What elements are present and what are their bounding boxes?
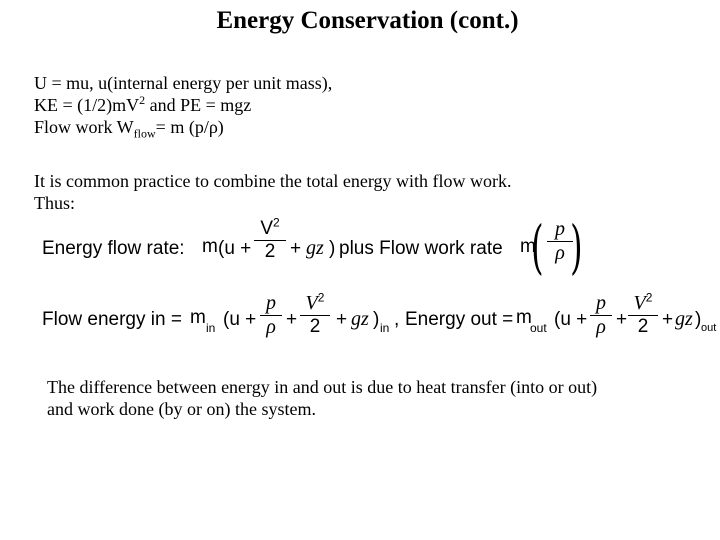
m-dot-in: m <box>190 307 206 328</box>
p-over-rho <box>547 218 573 265</box>
v-squared-over-2 <box>254 215 286 263</box>
plus-flow-work-rate: plus Flow work rate <box>339 238 503 259</box>
close-paren-out: ) <box>695 309 702 330</box>
plus-in-2: + <box>336 309 348 330</box>
v-sup-out: 2 <box>645 290 653 305</box>
definition-internal-energy: U = mu, u(internal energy per unit mass), <box>34 73 333 93</box>
difference-line-2: and work done (by or on) the system. <box>47 399 316 419</box>
denominator-2: 2 <box>264 241 276 262</box>
p-symbol: p <box>555 218 565 240</box>
open-paren-u: (u + <box>218 238 252 259</box>
flow-work-text: Flow work W <box>34 117 134 137</box>
pe-text: and PE = mgz <box>145 95 252 115</box>
v-symbol: V <box>260 218 273 239</box>
plus-out-2: + <box>662 309 674 330</box>
plus-in: + <box>286 309 298 330</box>
v-sup: 2 <box>273 215 280 230</box>
plus-sign: + <box>290 238 302 259</box>
practice-line-2: Thus: <box>34 193 76 213</box>
rho-out: ρ <box>596 316 606 338</box>
flow-subscript: flow <box>133 126 156 141</box>
v-out: V <box>633 292 646 314</box>
m-dot-2: m <box>520 236 536 257</box>
p-over-rho-out <box>590 292 612 339</box>
v2-over-2-in <box>300 292 330 338</box>
gz-in: gz <box>351 308 369 330</box>
practice-paragraph <box>34 170 512 214</box>
difference-paragraph <box>47 376 597 420</box>
m-dot <box>202 236 218 258</box>
two-in: 2 <box>309 316 321 337</box>
left-big-paren: ( <box>531 213 544 281</box>
energy-out-label: Energy out = <box>405 309 514 330</box>
ke-text: KE = (1/2)mV <box>34 95 140 115</box>
definition-flow-work <box>34 116 332 141</box>
flow-work-formula: = m (p/ρ) <box>155 117 224 137</box>
rho-symbol: ρ <box>555 242 565 264</box>
page-title: Energy Conservation (cont.) <box>216 7 519 34</box>
two-out: 2 <box>637 316 649 337</box>
m-dot-out: m <box>516 307 532 328</box>
right-big-paren: ) <box>570 213 583 281</box>
gz-term: gz <box>306 237 324 259</box>
p-over-rho-in <box>260 292 282 339</box>
definition-ke-pe <box>34 94 332 116</box>
m-symbol: m <box>202 236 218 257</box>
energy-flow-rate-label: Energy flow rate: <box>42 238 185 259</box>
v2-over-2-out <box>628 292 658 338</box>
comma: , <box>394 309 400 330</box>
v-in: V <box>305 292 318 314</box>
v-sup-in: 2 <box>317 290 325 305</box>
equation-flow-energy: Flow energy in = m in (u + p ρ + $V^2$ 2 + gz ) in , Energy out = m out (u + p ρ + $V^2$ 2 + gz ) out <box>42 290 717 338</box>
practice-line-1: It is common practice to combine the total energy with flow work. <box>34 171 512 191</box>
flow-energy-in-label: Flow energy in = <box>42 309 182 330</box>
ke-superscript: 2 <box>139 93 146 107</box>
difference-line-1: The difference between energy in and out is due to heat transfer (into or out) <box>47 377 598 397</box>
p-in: p <box>266 292 276 314</box>
rho-in: ρ <box>266 316 276 338</box>
equation-energy-flow-rate <box>42 213 602 288</box>
open-paren-u-in: (u + <box>223 309 257 330</box>
open-paren-u-out: (u + <box>554 309 588 330</box>
close-paren: ) <box>329 238 336 259</box>
definitions <box>34 72 333 141</box>
close-paren-in: ) <box>373 309 380 330</box>
plus-out: + <box>616 309 628 330</box>
p-out: p <box>596 292 606 314</box>
gz-out: gz <box>675 308 693 330</box>
